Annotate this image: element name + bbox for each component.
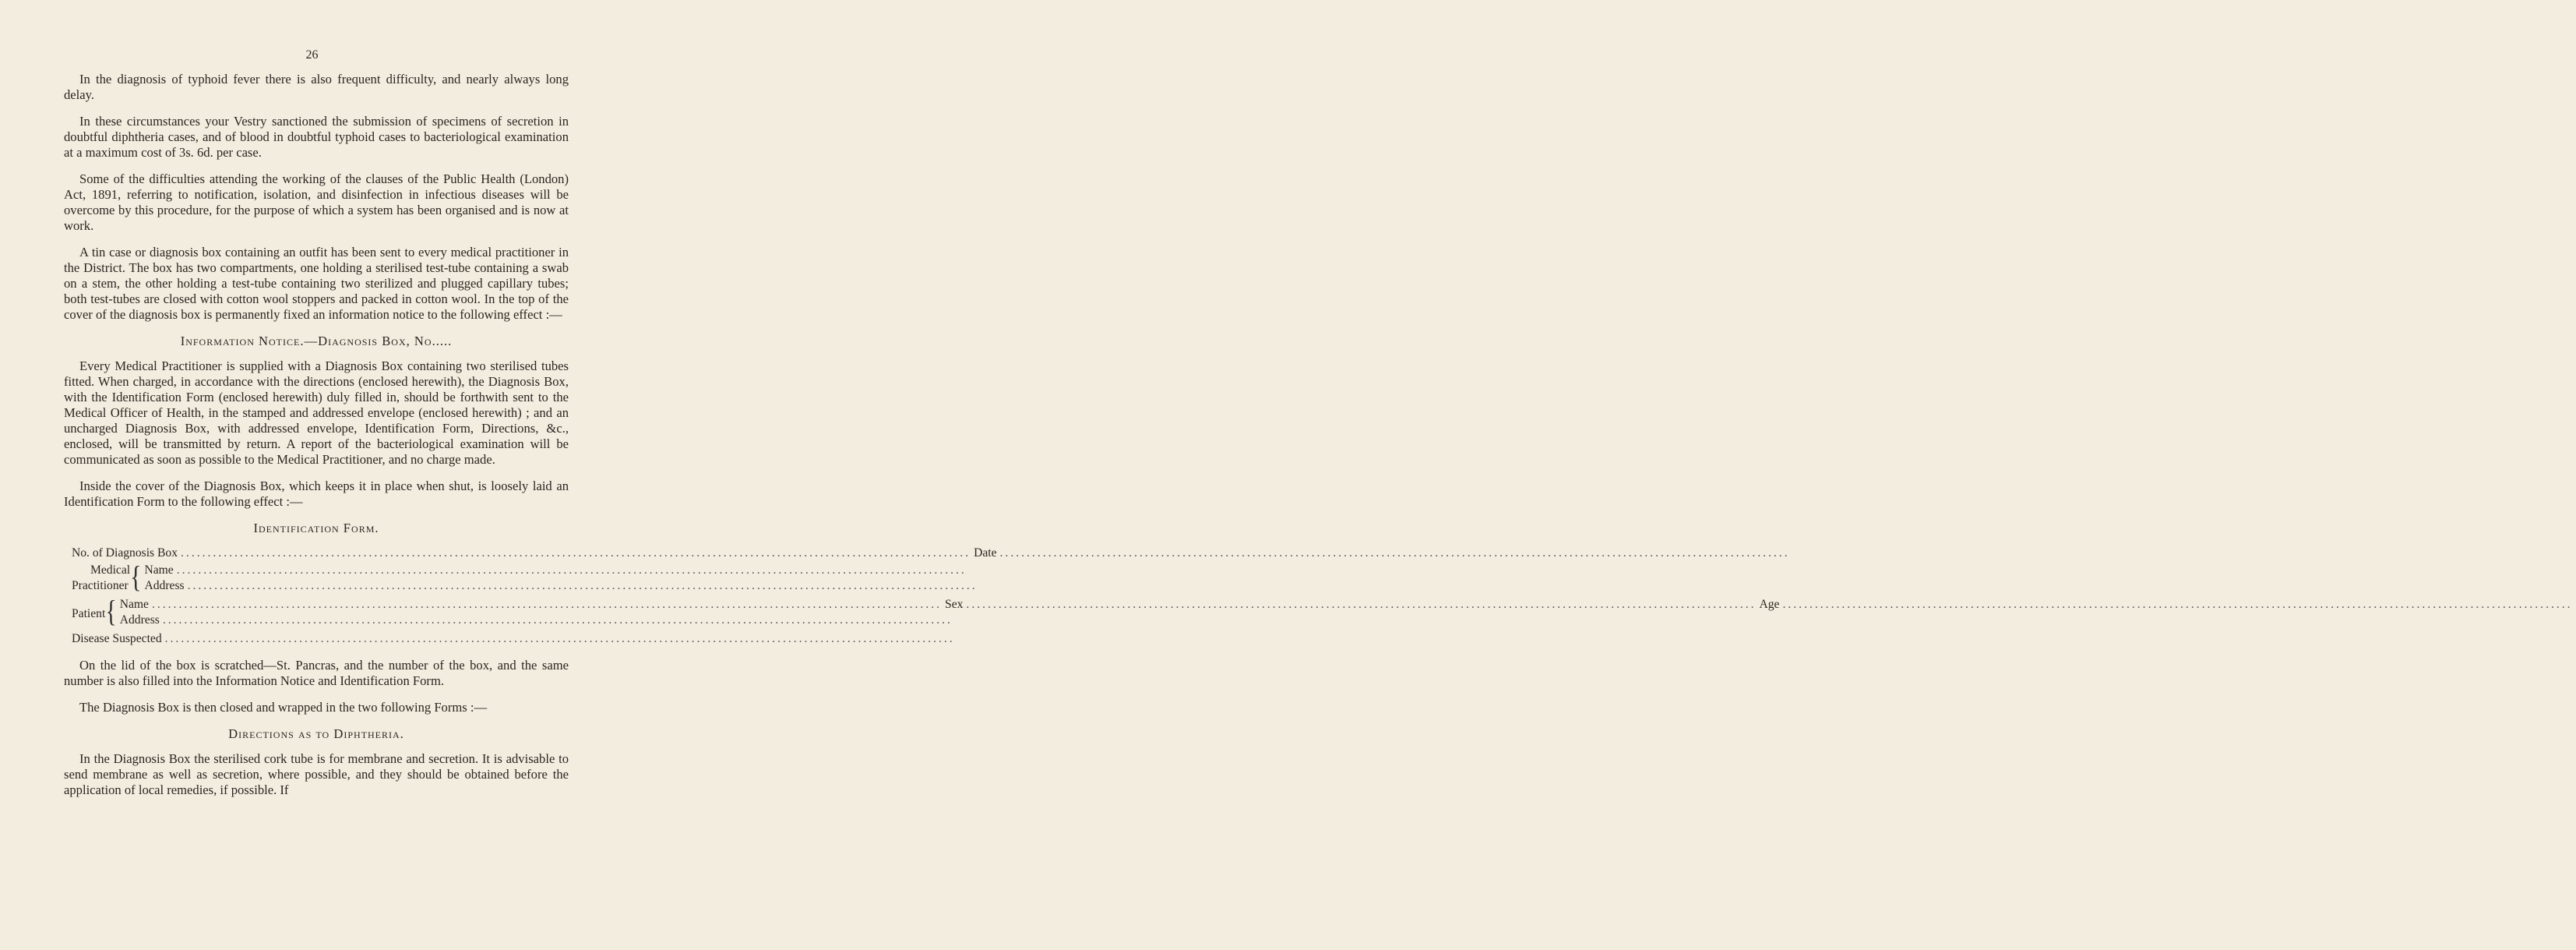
- heading-directions: Directions as to Diphtheria.: [228, 726, 404, 741]
- paragraph: Some of the difficulties attending the working of the clauses of the Public Health (London) Act, 1891, referring to notification, isolation, and disinfection in infectious diseases will be overcome by this procedure, for the purpose of which a system has been organised and is now at work.: [64, 171, 569, 233]
- address-label: Address: [144, 579, 185, 592]
- form-row-patient-name: [120, 597, 2576, 613]
- dotted-line: [177, 563, 978, 578]
- form-row-box: [72, 546, 997, 563]
- paragraph: In the Diagnosis Box the sterilised cork tube is for membrane and secretion. It is advisable to send membrane as well as secretion, where possible, and they should be obtained before the application of local remedies, if possible. If: [64, 751, 569, 797]
- age-label: Age: [1759, 598, 1780, 611]
- dotted-line: [1782, 597, 2572, 613]
- form-row-patient-address: [120, 613, 2576, 628]
- brace-mark: {: [130, 560, 142, 595]
- medical-label: Medical: [90, 563, 131, 577]
- paragraph: The Diagnosis Box is then closed and wrapped in the two following Forms :—: [79, 700, 488, 715]
- name-label: Name: [144, 563, 174, 577]
- address-label: Address: [119, 613, 160, 627]
- paragraph: In these circumstances your Vestry sanctioned the submission of specimens of secretion in doubtful diphtheria cases, and of blood in doubtful typhoid cases to bacteriological examination at a maximum cost of 3s. 6d. per case.: [64, 114, 569, 160]
- form-row-name: [145, 563, 981, 578]
- form-row-disease: [72, 631, 569, 648]
- patient-fields: [120, 597, 2576, 628]
- paragraph: Inside the cover of the Diagnosis Box, which keeps it in place when shut, is loosely laid an Identification Form to the following effect :—: [64, 479, 569, 509]
- identification-form: [72, 546, 1780, 648]
- practitioner-label: Practitioner: [72, 579, 129, 592]
- body-text: [64, 72, 1780, 809]
- brace-mark: {: [105, 595, 117, 629]
- form-group-practitioner: [72, 560, 569, 595]
- dotted-line: [152, 597, 942, 613]
- name-label: Name: [119, 598, 149, 611]
- paragraph: On the lid of the box is scratched—St. Pancras, and the number of the box, and the same number is also filled into the Information Notice and Identification Form.: [64, 658, 569, 688]
- heading-identification-form: Identification Form.: [253, 521, 379, 535]
- paragraph: A tin case or diagnosis box containing an outfit has been sent to every medical practitioner in the District. The box has two compartments, one holding a sterilised test-tube containing a swab on a stem, the other holding a test-tube containing two sterilized and plugged capillary tubes; both test-tubes are closed with cotton wool stoppers and packed in cotton wool. In the top of the cover of the diagnosis box is permanently fixed an information notice to the following effect :—: [64, 245, 569, 322]
- box-label: No. of Diagnosis Box: [72, 546, 178, 560]
- form-group-patient: [72, 595, 1780, 629]
- page-number: 26: [305, 48, 319, 62]
- heading-information-notice: Information Notice.—Diagnosis Box, No.....: [180, 334, 453, 348]
- practitioner-fields: [145, 563, 981, 594]
- dotted-line: [165, 631, 955, 647]
- patient-label: Patient: [72, 607, 106, 620]
- dotted-line: [966, 597, 1756, 613]
- form-row-address: [145, 578, 981, 594]
- dotted-line: [163, 613, 2573, 628]
- dotted-line: [181, 546, 971, 561]
- date-label: Date: [974, 546, 997, 560]
- practitioner-label-group: [72, 563, 130, 594]
- paragraph: Every Medical Practitioner is supplied with a Diagnosis Box containing two sterilised tubes fitted. When charged, in accordance with the directions (enclosed herewith), the Diagnosis Box, with the Identification Form (enclosed herewith) duly filled in, should be forthwith sent to the Medical Officer of Health, in the stamped and addressed envelope (enclosed herewith) ; and an uncharged Diagnosis Box, with addressed envelope, Identification Form, Directions, &c., enclosed, will be transmitted by return. A report of the bacteriological examination will be communicated as soon as possible to the Medical Practitioner, and no charge made.: [64, 358, 569, 467]
- dotted-line: [188, 578, 978, 594]
- paragraph: In the diagnosis of typhoid fever there is also frequent difficulty, and nearly always long delay.: [64, 72, 569, 102]
- sex-label: Sex: [945, 598, 964, 611]
- dotted-line: [1000, 546, 1790, 561]
- disease-label: Disease Suspected: [72, 632, 162, 645]
